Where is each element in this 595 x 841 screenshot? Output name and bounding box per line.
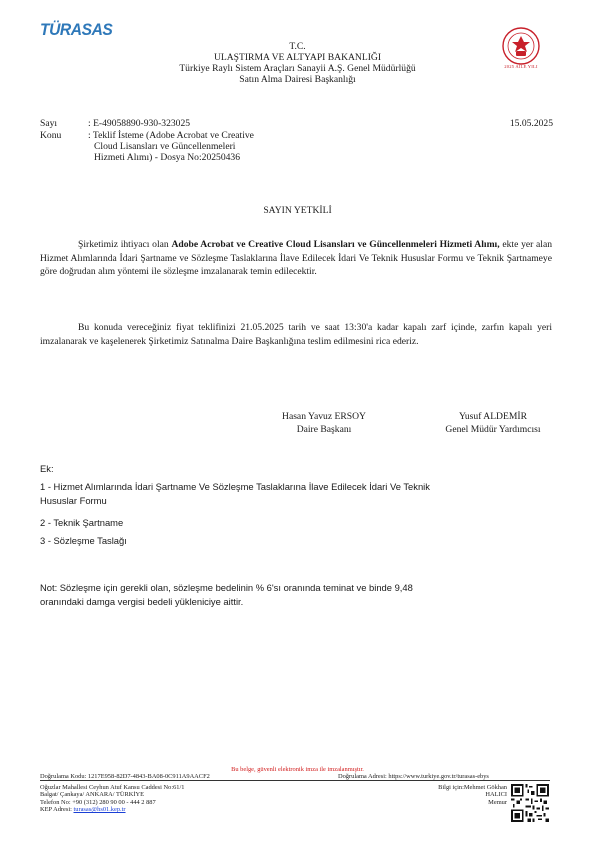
sayi-value: : E-49058890-930-323025: [88, 118, 191, 129]
address-line-1: Oğuzlar Mahallesi Ceyhun Atuf Kansu Caddesi No:61/1: [40, 784, 185, 791]
address-line-3: Telefon No: +90 (312) 280 90 00 - 444 2 887: [40, 798, 156, 806]
attachment-item-2: 2 - Teknik Şartname: [40, 517, 124, 528]
footer-divider: [40, 780, 550, 781]
signature-2-title: Genel Müdür Yardımcısı: [445, 424, 541, 436]
document-date: 15.05.2025: [509, 118, 553, 129]
header-tc: T.C.: [289, 41, 306, 52]
attachment-item-3: 3 - Sözleşme Taslağı: [40, 535, 127, 546]
footer-info-block: [390, 784, 507, 806]
para1-suffix: ekte yer alan Hizmet Alımlarında İdari Şartname ve Sözleşme Taslaklarına İlave Edilecek İdari Ve Teknik Hususlar Formu ve Teknik Şartnameye göre doğrudan alım yöntemi ile sözleşme imzalanarak temin edilecektir.: [40, 239, 553, 278]
attachment-item-1: 1 - Hizmet Alımlarında İdari Şartname Ve Sözleşme Taslaklarına İlave Edilecek İdari Ve Teknik: [40, 481, 430, 492]
address-line-2: Balgat/ Çankaya/ ANKARA/ TÜRKİYE: [40, 791, 145, 799]
kep-label: KEP Adresi:: [40, 806, 74, 814]
note-line-2: oranındaki damga vergisi bedeli yükleniciye aittir.: [40, 596, 244, 607]
konu-line-2: Cloud Lisansları ve Güncellenmeleri: [94, 141, 236, 152]
signature-2-name: Yusuf ALDEMİR: [459, 411, 527, 422]
signature-2: [418, 410, 568, 437]
kep-email-link[interactable]: turasas@hs01.kep.tr: [73, 806, 126, 814]
signature-1: [244, 410, 404, 437]
emblem-caption: 2025 AİLE YILI: [504, 64, 538, 69]
header-department: Satın Alma Dairesi Başkanlığı: [239, 74, 356, 85]
signature-1-name: Hasan Yavuz ERSOY: [282, 411, 366, 422]
esign-note: Bu belge, güvenli elektronik imza ile imzalanmıştır.: [231, 766, 364, 773]
salutation: SAYIN YETKİLİ: [263, 205, 332, 216]
header-company: Türkiye Raylı Sistem Araçları Sanayii A.Ş. Genel Müdürlüğü: [179, 63, 416, 74]
info-line-1: Bilgi için:Mehmet Gökhan: [438, 784, 507, 791]
para2-text: Bu konuda vereceğiniz fiyat teklifinizi 21.05.2025 tarih ve saat 13:30'a kadar kapalı zarf içinde, zarfın kapalı yeri imzalanarak ve kaşelenerek Şirketimiz Satınalma Daire Başkanlığına teslim edilmesini rica ederiz.: [40, 322, 552, 347]
attachment-item-1-cont: Hususlar Formu: [40, 495, 107, 506]
turasas-logo: TÜRASAS: [40, 20, 113, 39]
konu-label: Konu: [40, 130, 62, 141]
konu-line-3: Hizmeti Alımı) - Dosya No:20250436: [94, 152, 241, 163]
sayi-label: Sayı: [40, 118, 58, 129]
body-paragraph-1: [40, 238, 552, 279]
qr-code-icon: [511, 784, 549, 822]
header-ministry: ULAŞTIRMA VE ALTYAPI BAKANLIĞI: [213, 52, 382, 63]
body-paragraph-2: [40, 321, 552, 348]
note-line-1: Not: Sözleşme için gerekli olan, sözleşme bedelinin % 6'sı oranında teminat ve binde 9,48: [40, 582, 413, 593]
info-line-2: HALICI: [485, 791, 507, 799]
verify-address: Doğrulama Adresi: https://www.turkiye.gov.tr/turasas-ebys: [338, 773, 489, 780]
para1-bold: Adobe Acrobat ve Creative Cloud Lisansları ve Güncellenmeleri Hizmeti Alımı,: [171, 239, 500, 250]
footer-address-block: [40, 784, 184, 814]
para1-prefix: Şirketimiz ihtiyacı olan: [78, 239, 172, 250]
konu-line-1: : Teklif İsteme (Adobe Acrobat ve Creative: [88, 130, 254, 141]
info-line-3: Memur: [488, 798, 507, 806]
verify-code: Doğrulama Kodu: 1217E958-82D7-4843-BA08-0C911A9AACF2: [40, 773, 210, 780]
attachments-label: Ek:: [40, 463, 54, 474]
signature-1-title: Daire Başkanı: [296, 424, 352, 436]
kep-line: [40, 806, 184, 813]
